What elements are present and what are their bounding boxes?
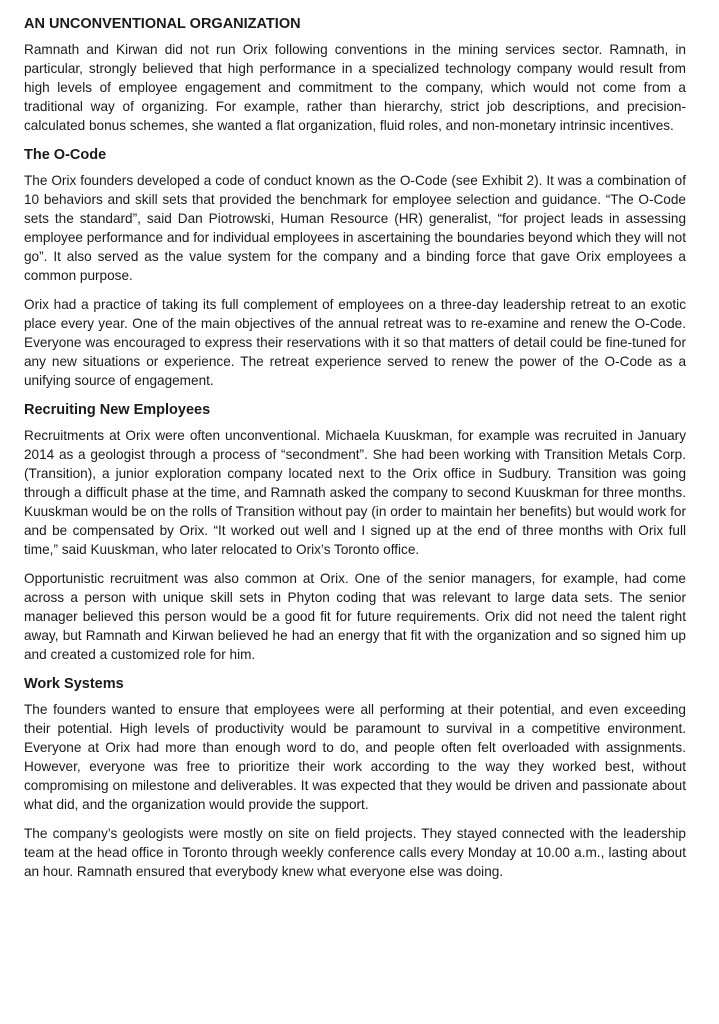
section-heading: Recruiting New Employees xyxy=(24,402,211,418)
section-unconventional-organization xyxy=(24,14,686,135)
section-heading: The O-Code xyxy=(24,147,107,163)
paragraph: Ramnath and Kirwan did not run Orix following conventions in the mining services sector. Ramnath, in particular, strongly believed that high performance in a specialized technology company would result from high levels of employee engagement and commitment to the company, which would not come from a traditional way of organizing. For example, rather than hierarchy, strict job descriptions, and precision-calculated bonus schemes, she wanted a flat organization, fluid roles, and non-monetary intrinsic incentives. xyxy=(24,42,686,133)
section-heading: AN UNCONVENTIONAL ORGANIZATION xyxy=(24,16,301,32)
paragraph: Opportunistic recruitment was also common at Orix. One of the senior managers, for example, had come across a person with unique skill sets in Phyton coding that was relevant to large data sets. The senior manager believed this person would be a good fit for future requirements. Orix did not need the talent right away, but Ramnath and Kirwan believed he had an energy that fit with the organization and so signed him up and created a customized role for him. xyxy=(24,571,686,662)
paragraph: Orix had a practice of taking its full complement of employees on a three-day leadership retreat to an exotic place every year. One of the main objectives of the annual retreat was to re-examine and renew the O-Code. Everyone was encouraged to express their reservations with it so that matters of detail could be fine-tuned for any new situations or experience. The retreat experience served to renew the power of the O-Code as a unifying source of engagement. xyxy=(24,297,686,388)
section-work-systems xyxy=(24,674,686,881)
paragraph: The Orix founders developed a code of conduct known as the O-Code (see Exhibit 2). It was a combination of 10 behaviors and skill sets that provided the benchmark for employee selection and guidance. “The O-Code sets the standard”, said Dan Piotrowski, Human Resource (HR) generalist, “for project leads in assessing employee performance and for individual employees in ascertaining the boundaries beyond which they will not go”. It also served as the value system for the company and a binding force that gave Orix employees a common purpose. xyxy=(24,173,686,283)
section-recruiting-new-employees xyxy=(24,400,686,664)
paragraph: The founders wanted to ensure that employees were all performing at their potential, and even exceeding their potential. High levels of productivity would be paramount to survival in a competitive environment. Everyone at Orix had more than enough word to do, and people often felt overloaded with assignments. However, everyone was free to prioritize their work according to the way they worked best, without compromising on milestone and deliverables. It was expected that they would be driven and passionate about what did, and the organization would provide the support. xyxy=(24,702,686,812)
section-heading: Work Systems xyxy=(24,676,124,692)
document-page xyxy=(24,14,686,881)
paragraph: The company’s geologists were mostly on site on field projects. They stayed connected with the leadership team at the head office in Toronto through weekly conference calls every Monday at 10.00 a.m., lasting about an hour. Ramnath ensured that everybody knew what everyone else was doing. xyxy=(24,826,686,879)
section-o-code xyxy=(24,145,686,390)
paragraph: Recruitments at Orix were often unconventional. Michaela Kuuskman, for example was recruited in January 2014 as a geologist through a process of “secondment”. She had been working with Transition Metals Corp. (Transition), a junior exploration company located next to the Orix office in Sudbury. Transition was going through a difficult phase at the time, and Ramnath asked the company to second Kuuskman for three months. Kuuskman would be on the rolls of Transition without pay (in order to maintain her benefits) but would work for and be compensated by Orix. “It worked out well and I signed up at the end of three months with Orix full time,” said Kuuskman, who later relocated to Orix’s Toronto office. xyxy=(24,428,686,557)
